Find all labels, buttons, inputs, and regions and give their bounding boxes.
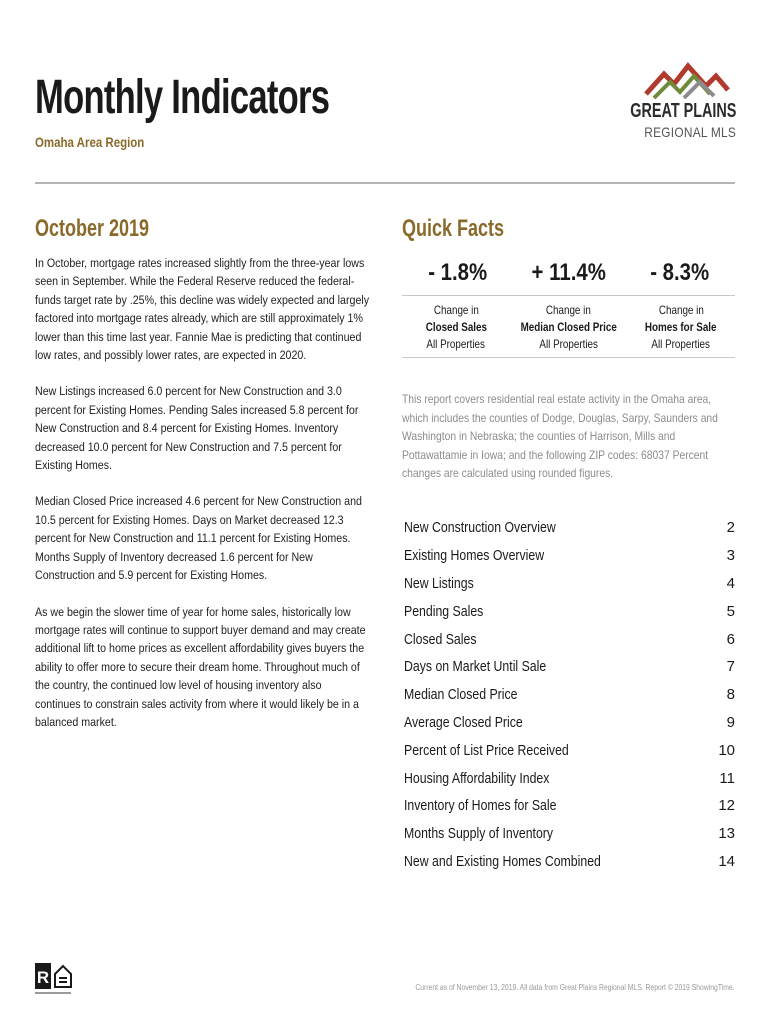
toc-page-number: 7 <box>726 658 735 676</box>
toc-item[interactable]: Closed Sales 6 <box>404 630 735 648</box>
toc-item[interactable]: Housing Affordability Index 11 <box>404 769 735 787</box>
summary-text <box>35 254 370 749</box>
toc-item[interactable]: Days on Market Until Sale 7 <box>404 658 735 676</box>
header-divider <box>35 182 735 184</box>
quick-fact-value-median-price: + 11.4% <box>531 259 606 286</box>
toc-item[interactable]: New and Existing Homes Combined 14 <box>404 852 735 870</box>
toc-page-number: 10 <box>718 741 735 759</box>
quick-facts-table <box>402 256 735 358</box>
toc-page-number: 14 <box>718 852 735 870</box>
toc-item[interactable]: Average Closed Price 9 <box>404 713 735 731</box>
toc-page-number: 12 <box>718 797 735 815</box>
summary-paragraph: As we begin the slower time of year for home sales, historically low mortgage rates will continue to support buyer demand and may create additional lift to home prices as excellent affordability gives buyers the ability to offer more to secure their dream home. Throughout much of the country, the continued low level of housing inventory also continues to constrain sales activity from where it would likely be in a balanced market. <box>35 604 366 729</box>
toc-page-number: 8 <box>726 686 735 704</box>
toc-item[interactable]: Median Closed Price 8 <box>404 686 735 704</box>
logo-name: GREAT PLAINS <box>629 100 736 122</box>
quick-facts-title: Quick Facts <box>402 215 505 242</box>
toc-page-number: 5 <box>726 602 735 620</box>
realtor-r-icon <box>35 963 51 989</box>
quick-fact-value-homes-for-sale: - 8.3% <box>650 259 709 286</box>
toc-item[interactable]: Months Supply of Inventory 13 <box>404 825 735 843</box>
mountain-logo-icon <box>644 60 730 100</box>
page-title: Monthly Indicators <box>35 71 330 124</box>
quick-fact-value-closed-sales: - 1.8% <box>428 259 487 286</box>
realtor-logos <box>35 963 75 997</box>
toc-page-number: 3 <box>726 547 735 565</box>
toc-item[interactable]: New Construction Overview 2 <box>404 519 735 537</box>
quick-fact-label: Change in Homes for Sale All Properties <box>645 303 717 351</box>
quick-fact-label: Change in Median Closed Price All Properties <box>520 303 617 351</box>
toc-page-number: 9 <box>726 713 735 731</box>
toc-item[interactable]: Pending Sales 5 <box>404 602 735 620</box>
toc-page-number: 4 <box>726 574 735 592</box>
great-plains-logo <box>629 60 736 150</box>
toc-page-number: 6 <box>726 630 735 648</box>
toc-item[interactable]: New Listings 4 <box>404 574 735 592</box>
toc-item[interactable]: Existing Homes Overview 3 <box>404 547 735 565</box>
summary-paragraph: Median Closed Price increased 4.6 percent for New Construction and 10.5 percent for Existing Homes. Days on Market decreased 12.3 percent for New Construction and 11.1 percent for Existing Homes. Months Supply of Inventory decreased 1.6 percent for New Construction and 5.9 percent for Existing Homes. <box>35 494 362 583</box>
svg-text:R: R <box>36 968 50 987</box>
toc-page-number: 11 <box>719 769 735 787</box>
region-subtitle: Omaha Area Region <box>35 134 145 150</box>
quick-fact-label: Change in Closed Sales All Properties <box>425 303 487 351</box>
toc-item[interactable]: Inventory of Homes for Sale 12 <box>404 797 735 815</box>
table-of-contents <box>404 514 735 875</box>
coverage-note: This report covers residential real estate activity in the Omaha area, which includes the counties of Dodge, Douglas, Sarpy, Saunders and Washington in Nebraska; the counties of Harrison, Mills and Pottawattamie in Iowa; and the following ZIP codes: 68037 Percent changes are calculated using rounded figures. <box>402 392 718 480</box>
summary-paragraph: New Listings increased 6.0 percent for New Construction and 3.0 percent for Existing Homes. Pending Sales increased 5.8 percent for New Construction and 8.4 percent for Existing Homes. Inventory decreased 10.0 percent for New Construction and 7.5 percent for Existing Homes. <box>35 384 359 473</box>
toc-page-number: 13 <box>718 825 735 843</box>
toc-item[interactable]: Percent of List Price Received 10 <box>404 741 735 759</box>
logo-subtitle: REGIONAL MLS <box>644 124 736 140</box>
report-period: October 2019 <box>35 215 150 242</box>
footer-note: Current as of November 13, 2019. All data from Great Plains Regional MLS. Report © 2019 ShowingTime. <box>415 983 735 992</box>
summary-paragraph: In October, mortgage rates increased slightly from the three-year lows seen in September. While the Federal Reserve reduced the federal-funds target rate by .25%, this decline was widely expected and largely factored into mortgage rates already, which are still approximately 1% lower than this time last year. Fannie Mae is predicting that continued low rates, and possibly lower rates, are expected in 2020. <box>35 256 370 363</box>
toc-page-number: 2 <box>726 519 735 537</box>
equal-housing-icon <box>55 966 71 987</box>
